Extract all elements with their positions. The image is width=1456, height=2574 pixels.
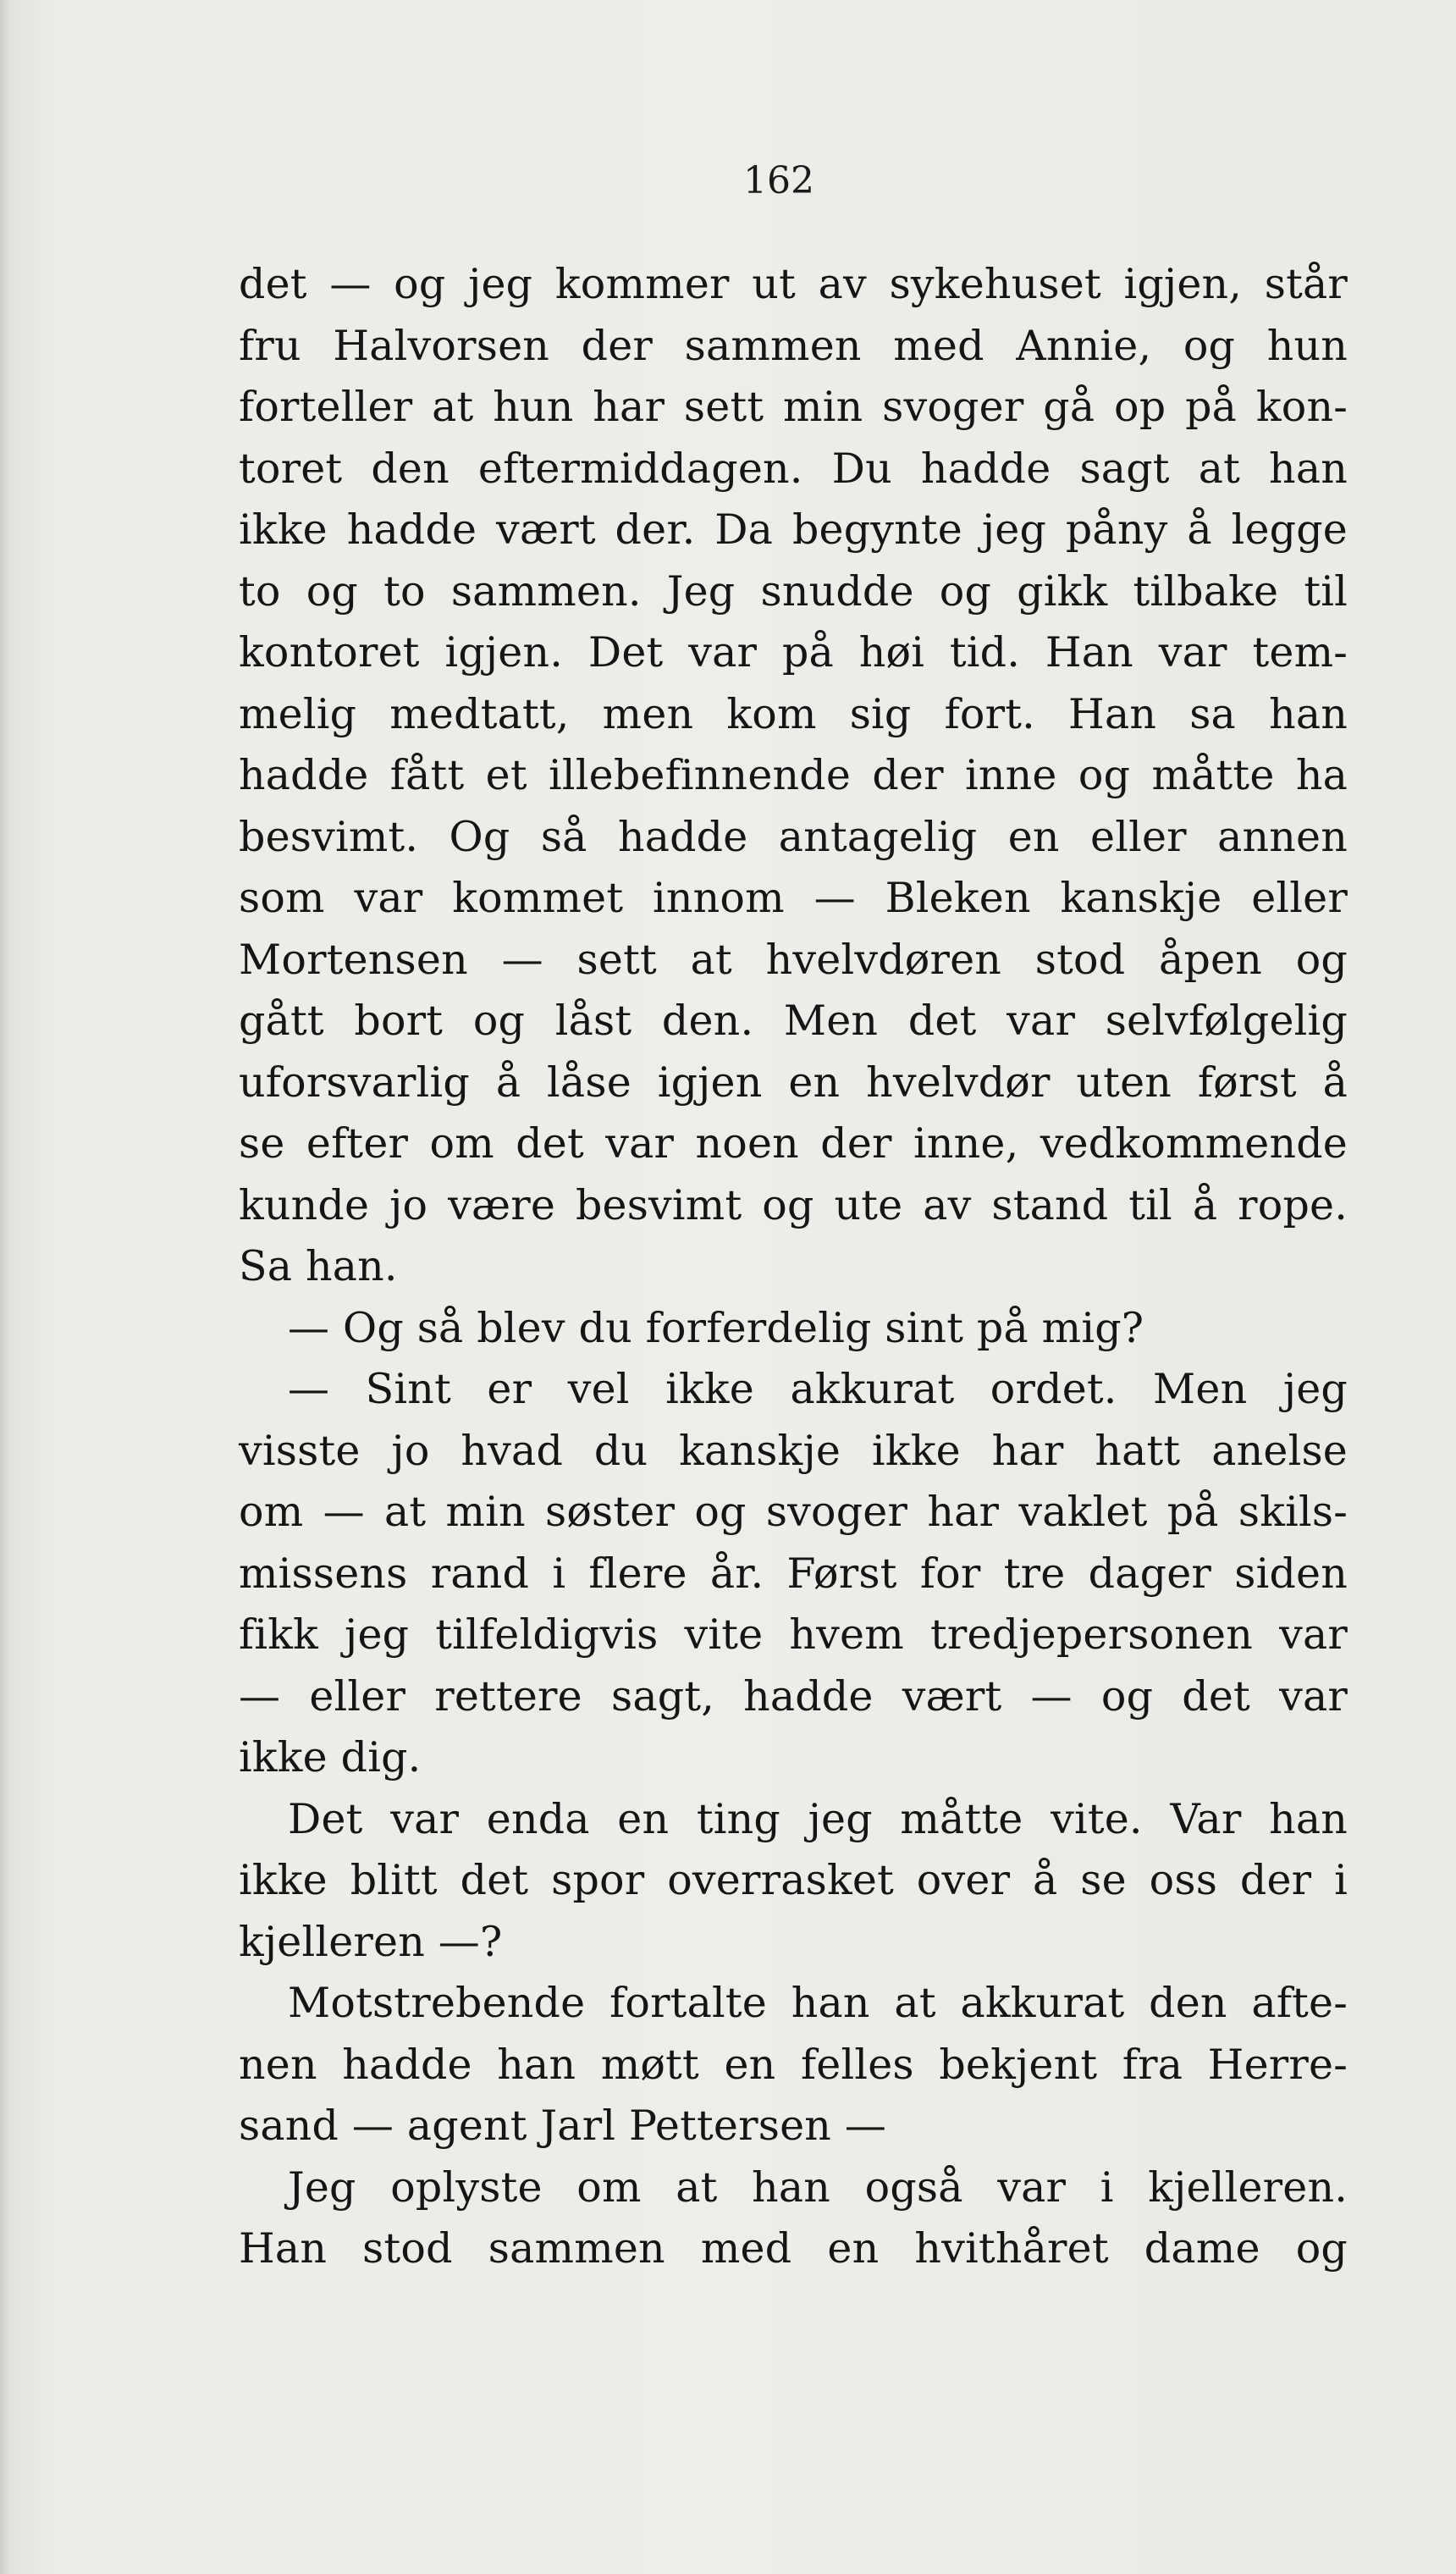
text-line: Motstrebende fortalte han at akkurat den afte- bbox=[288, 1979, 1348, 2027]
text-line: — Og så blev du forferdelig sint på mig? bbox=[288, 1303, 1144, 1352]
text-line: Han stod sammen med en hvithåret dame og bbox=[239, 2224, 1348, 2273]
text-line: kjelleren —? bbox=[239, 1917, 503, 1966]
text-line: fikk jeg tilfeldigvis vite hvem tredjepersonen var bbox=[239, 1610, 1348, 1659]
text-line: Jeg oplyste om at han også var i kjelleren. bbox=[288, 2162, 1348, 2212]
text-line: melig medtatt, men kom sig fort. Han sa han bbox=[239, 689, 1348, 738]
text-line: ikke hadde vært der. Da begynte jeg påny å legge bbox=[239, 505, 1348, 554]
body-text bbox=[239, 254, 1348, 2280]
text-line: nen hadde han møtt en felles bekjent fra Herre- bbox=[239, 2040, 1348, 2089]
text-line: visste jo hvad du kanskje ikke har hatt anelse bbox=[239, 1426, 1348, 1475]
text-line: kontoret igjen. Det var på høi tid. Han var tem- bbox=[239, 628, 1348, 677]
text-line: ikke dig. bbox=[239, 1733, 422, 1781]
text-line: om — at min søster og svoger har vaklet på skils- bbox=[239, 1488, 1348, 1536]
text-line: — Sint er vel ikke akkurat ordet. Men jeg bbox=[288, 1365, 1348, 1413]
text-line: toret den eftermiddagen. Du hadde sagt at han bbox=[239, 444, 1348, 493]
text-line: fru Halvorsen der sammen med Annie, og hun bbox=[239, 321, 1348, 370]
text-line: missens rand i flere år. Først for tre dager siden bbox=[239, 1549, 1348, 1598]
page-number: 162 bbox=[743, 159, 814, 202]
text-line: Sa han. bbox=[239, 1242, 398, 1290]
text-line: se efter om det var noen der inne, vedkommende bbox=[239, 1119, 1348, 1168]
page-edge bbox=[0, 0, 12, 2574]
text-line: gått bort og låst den. Men det var selvfølgelig bbox=[239, 997, 1348, 1045]
text-line: besvimt. Og så hadde antagelig en eller annen bbox=[239, 812, 1348, 861]
text-line: Det var enda en ting jeg måtte vite. Var han bbox=[288, 1794, 1348, 1843]
text-line: ikke blitt det spor overrasket over å se oss der i bbox=[239, 1856, 1348, 1904]
text-line: det — og jeg kommer ut av sykehuset igjen, står bbox=[239, 260, 1348, 308]
text-line: som var kommet innom — Bleken kanskje eller bbox=[239, 874, 1348, 922]
text-line: forteller at hun har sett min svoger gå op på kon- bbox=[239, 383, 1348, 431]
text-line: kunde jo være besvimt og ute av stand til å rope. bbox=[239, 1180, 1348, 1229]
text-line: uforsvarlig å låse igjen en hvelvdør uten først å bbox=[239, 1058, 1348, 1107]
text-line: — eller rettere sagt, hadde vært — og det var bbox=[239, 1671, 1348, 1721]
text-line: sand — agent Jarl Pettersen — bbox=[239, 2102, 887, 2150]
text-line: hadde fått et illebefinnende der inne og måtte ha bbox=[239, 751, 1348, 799]
text-line: to og to sammen. Jeg snudde og gikk tilbake til bbox=[239, 566, 1348, 616]
text-line: Mortensen — sett at hvelvdøren stod åpen og bbox=[239, 935, 1348, 984]
